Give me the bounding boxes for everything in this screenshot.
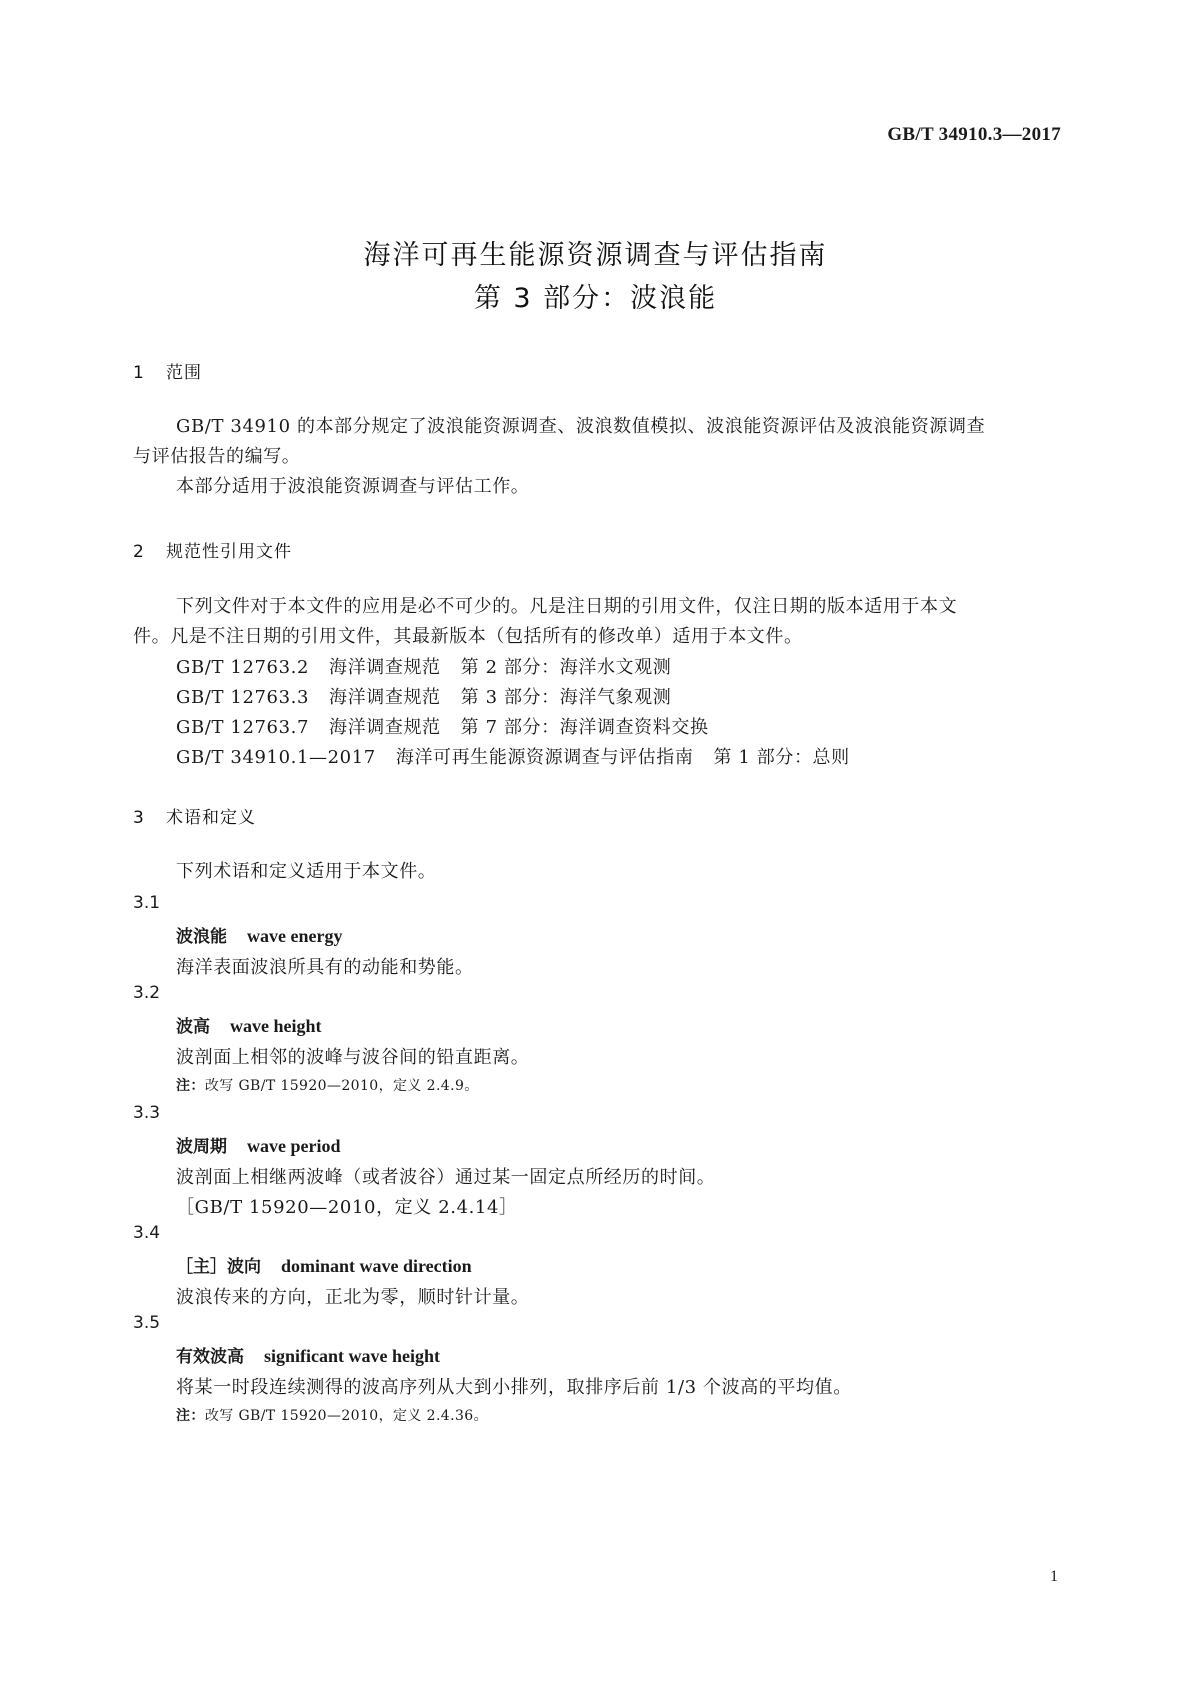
term-en: wave height [230,1016,322,1036]
reference-title: 海洋调查规范 [329,717,441,738]
term-number: 3.5 [133,1313,161,1333]
reference-item [176,653,671,679]
term-en: significant wave height [264,1346,441,1366]
section-number: 3 [133,808,145,828]
section-2-intro-line-1: 下列文件对于本文件的应用是必不可少的。凡是注日期的引用文件，仅注日期的版本适用于本文 [176,596,958,617]
reference-part: 第 7 部分：海洋调查资料交换 [460,717,709,738]
term-heading [176,1012,322,1037]
reference-title: 海洋调查规范 [329,657,441,678]
section-3-heading [133,803,256,828]
standard-code: GB/T 34910.3—2017 [887,124,1061,145]
note-label: 注： [176,1408,205,1424]
term-source: ［GB/T 15920—2010，定义 2.4.14］ [176,1197,518,1218]
term-heading [176,922,342,947]
section-1-para-1-line-2: 与评估报告的编写。 [133,446,301,467]
term-zh: 波周期 [176,1137,227,1157]
reference-code: GB/T 12763.3 [176,687,310,708]
section-2-heading [133,537,292,562]
reference-code: GB/T 12763.7 [176,717,310,738]
section-1-para-2: 本部分适用于波浪能资源调查与评估工作。 [176,476,530,497]
term-definition: 波剖面上相继两波峰（或者波谷）通过某一固定点所经历的时间。 [176,1167,716,1188]
reference-part: 第 1 部分：总则 [713,747,850,768]
note-text: 改写 GB/T 15920—2010，定义 2.4.9。 [204,1078,479,1094]
term-zh: 有效波高 [176,1347,244,1367]
term-heading [176,1342,440,1367]
term-en: wave period [247,1136,341,1156]
note-label: 注： [176,1078,205,1094]
term-definition: 波浪传来的方向，正北为零，顺时针计量。 [176,1287,530,1308]
term-zh: 波浪能 [176,927,227,947]
reference-title: 海洋调查规范 [329,687,441,708]
term-definition: 海洋表面波浪所具有的动能和势能。 [176,957,474,978]
section-3-intro: 下列术语和定义适用于本文件。 [176,861,437,882]
page-number: 1 [1050,1568,1058,1585]
reference-code: GB/T 34910.1—2017 [176,747,376,768]
term-number: 3.1 [133,893,161,913]
section-number: 1 [133,363,145,383]
reference-code: GB/T 12763.2 [176,657,310,678]
reference-part: 第 2 部分：海洋水文观测 [460,657,672,678]
note-text: 改写 GB/T 15920—2010，定义 2.4.36。 [204,1408,488,1424]
term-en: dominant wave direction [281,1256,472,1276]
term-zh: ［主］波向 [176,1257,261,1277]
section-1-heading [133,358,202,383]
section-title: 规范性引用文件 [166,542,292,562]
reference-item [176,713,709,739]
term-definition: 将某一时段连续测得的波高序列从大到小排列，取排序后前 1/3 个波高的平均值。 [176,1377,852,1398]
section-title: 术语和定义 [166,808,256,828]
term-number: 3.4 [133,1223,161,1243]
term-en: wave energy [247,926,343,946]
document-title: 海洋可再生能源资源调查与评估指南 [363,240,828,271]
term-zh: 波高 [176,1017,210,1037]
term-note [176,1075,479,1095]
document-subtitle: 第 3 部分：波浪能 [473,283,718,314]
reference-title: 海洋可再生能源资源调查与评估指南 [395,747,694,768]
reference-part: 第 3 部分：海洋气象观测 [460,687,672,708]
term-definition: 波剖面上相邻的波峰与波谷间的铅直距离。 [176,1047,530,1068]
reference-item [176,683,671,709]
term-number: 3.3 [133,1103,161,1123]
term-note [176,1405,488,1425]
term-number: 3.2 [133,983,161,1003]
term-heading [176,1132,341,1157]
section-number: 2 [133,542,145,562]
reference-item [176,743,850,769]
term-heading [176,1252,472,1277]
section-2-intro-line-2: 件。凡是不注日期的引用文件，其最新版本（包括所有的修改单）适用于本文件。 [133,626,803,647]
section-title: 范围 [166,363,202,383]
section-1-para-1-line-1: GB/T 34910 的本部分规定了波浪能资源调查、波浪数值模拟、波浪能资源评估及波浪能资源调查 [176,416,986,437]
